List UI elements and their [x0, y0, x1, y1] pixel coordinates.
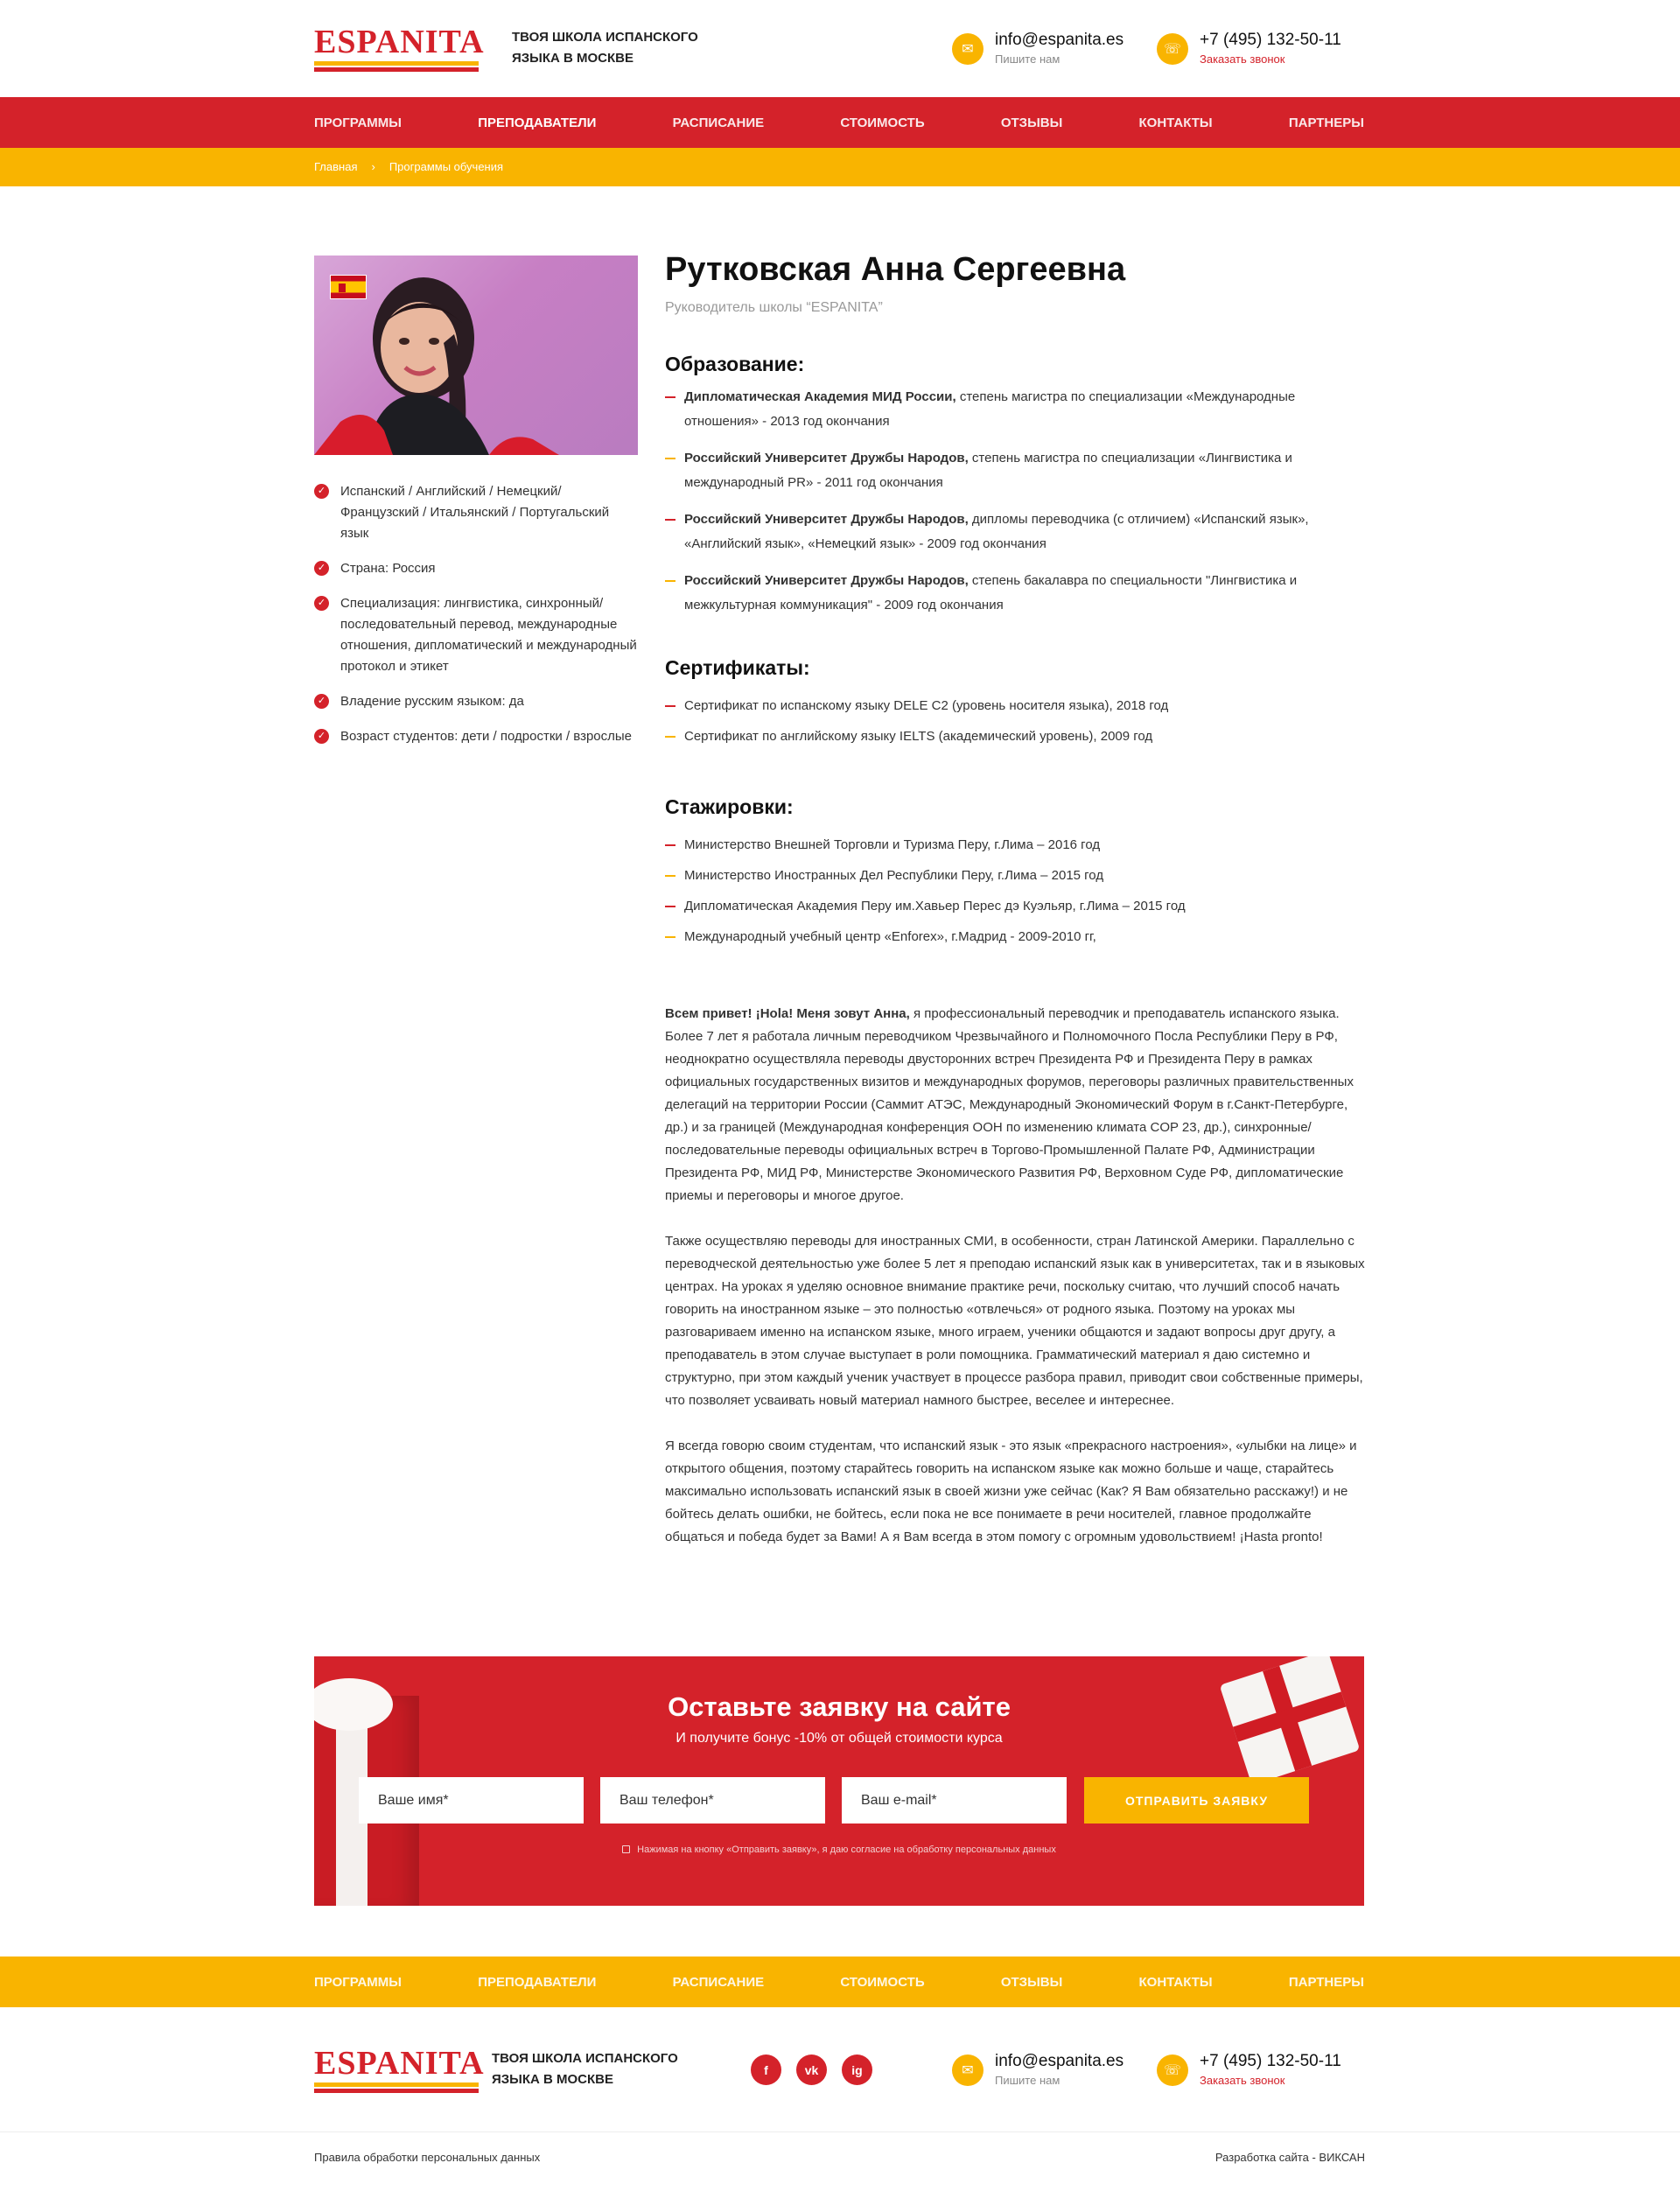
footer-nav-teachers[interactable]: ПРЕПОДАВАТЕЛИ: [478, 1974, 597, 1990]
footer-email[interactable]: ✉ info@espanita.es Пишите нам: [952, 2052, 1124, 2087]
breadcrumb: [0, 148, 1680, 186]
footer-nav: [0, 1956, 1680, 2007]
logo[interactable]: [314, 24, 485, 72]
fact-age: ✓ Возраст студентов: дети / подростки / взрослые: [314, 726, 638, 747]
nav-price[interactable]: СТОИМОСТЬ: [840, 115, 925, 130]
fact-specialization: ✓ Специализация: лингвистика, синхронный/последовательный перевод, международные отношения, дипломатический и международный протокол и этикет: [314, 593, 638, 677]
list-item: Сертификат по английскому языку IELTS (академический уровень), 2009 год: [665, 721, 1365, 752]
social-links: [751, 2054, 887, 2085]
envelope-icon: ✉: [952, 2054, 984, 2086]
chevron-right-icon: ›: [371, 160, 375, 173]
banner-subtitle: И получите бонус -10% от общей стоимости курса: [676, 1731, 1003, 1746]
developer-credit[interactable]: Разработка сайта - ВИКСАН: [1214, 2151, 1365, 2164]
lock-icon: [622, 1845, 630, 1853]
logo-text: ESPANITA: [314, 24, 485, 60]
bio-paragraph: Всем привет! ¡Hola! Меня зовут Анна, я профессиональный переводчик и преподаватель испанского языка. Более 7 лет я работала личным переводчиком Чрезвычайного и Полномочного Посла Республики Перу в РФ, неоднократно осуществляла переводы двусторонних встреч Президента РФ и Президента Перу в рамках официальных государственных визитов и международных форумов, переговоры различных правительственных делегаций на территории России (Саммит АТЭС, Международный Экономический Форум в г.Санкт-Петербурге, др.) и за границей (Международная конференция ООН по изменению климата COP 23, др.), синхронные/последовательные переводы официальных встреч в Торгово-Промышленной Палате РФ, Администрации Президента РФ, МИД РФ, Министерстве Экономического Развития РФ, Верховном Суде РФ, дипломатические приемы и переговоры и многое другое.: [665, 1006, 1354, 1203]
email-input[interactable]: [842, 1777, 1067, 1824]
list-item: Международный учебный центр «Enforex», г.Мадрид - 2009-2010 гг,: [665, 921, 1365, 952]
check-circle-icon: ✓: [314, 729, 329, 744]
bio-paragraph: Также осуществляю переводы для иностранных СМИ, в особенности, стран Латинской Америки. Параллельно с переводческой деятельностью уже более 5 лет я преподаю испанский язык как в университетах, так и в языковых центрах. На уроках я уделяю основное внимание практике речи, поскольку считаю, что лучший способ начать говорить на иностранном языке – это полностью «отвлечься» от родного языка. Поэтому на уроках мы разговариваем именно на испанском языке, много играем, ученики общаются и задают вопросы друг другу, а преподаватель в этом случае выступает в роли помощника. Грамматический материал я даю системно и структурно, при этом каждый ученик участвует в процессе разбора правил, приводит свои собственные примеры, что позволяет усваивать новый материал намного быстрее, веселее и интереснее.: [665, 1234, 1365, 1408]
list-item: Сертификат по испанскому языку DELE C2 (уровень носителя языка), 2018 год: [665, 690, 1365, 721]
phone-input[interactable]: [600, 1777, 825, 1824]
certificates-list: [665, 690, 1365, 752]
breadcrumb-current: Программы обучения: [388, 160, 504, 173]
nav-teachers[interactable]: ПРЕПОДАВАТЕЛИ: [478, 115, 597, 130]
nav-contacts[interactable]: КОНТАКТЫ: [1138, 115, 1213, 130]
header-phone[interactable]: [1157, 31, 1341, 66]
footer-nav-reviews[interactable]: ОТЗЫВЫ: [1000, 1974, 1063, 1990]
teacher-role: Руководитель школы “ESPANITA”: [665, 300, 883, 315]
education-list: [665, 385, 1365, 618]
name-input[interactable]: [359, 1777, 584, 1824]
privacy-link[interactable]: Правила обработки персональных данных: [314, 2151, 541, 2164]
phone-icon: ☏: [1157, 2054, 1188, 2086]
request-banner: [314, 1656, 1364, 1906]
check-circle-icon: ✓: [314, 596, 329, 611]
nav-reviews[interactable]: ОТЗЫВЫ: [1000, 115, 1063, 130]
footer-phone[interactable]: ☏ +7 (495) 132-50-11 Заказать звонок: [1157, 2052, 1341, 2087]
footer-nav-partners[interactable]: ПАРТНЕРЫ: [1288, 1974, 1364, 1990]
nav-schedule[interactable]: РАСПИСАНИЕ: [672, 115, 765, 130]
list-item: Российский Университет Дружбы Народов, степень магистра по специализации «Лингвистика и международный PR» - 2011 год окончания: [665, 446, 1365, 495]
list-item: Министерство Иностранных Дел Республики Перу, г.Лима – 2015 год: [665, 860, 1365, 891]
footer-nav-programs[interactable]: ПРОГРАММЫ: [314, 1974, 402, 1990]
list-item: Дипломатическая Академия Перу им.Хавьер Перес дэ Куэльяр, г.Лима – 2015 год: [665, 891, 1365, 921]
list-item: Дипломатическая Академия МИД России, степень магистра по специализации «Международные отношения» - 2013 год окончания: [665, 385, 1365, 434]
nav-partners[interactable]: ПАРТНЕРЫ: [1288, 115, 1364, 130]
tagline: ТВОЯ ШКОЛА ИСПАНСКОГО ЯЗЫКА В МОСКВЕ: [512, 30, 698, 66]
footer-tagline: ТВОЯ ШКОЛА ИСПАНСКОГО ЯЗЫКА В МОСКВЕ: [492, 2051, 678, 2087]
email-sub: Пишите нам: [995, 52, 1060, 66]
breadcrumb-home[interactable]: Главная: [314, 160, 358, 173]
footer-nav-price[interactable]: СТОИМОСТЬ: [840, 1974, 925, 1990]
check-circle-icon: ✓: [314, 561, 329, 576]
bio-paragraph: Я всегда говорю своим студентам, что испанский язык - это язык «прекрасного настроения», «улыбки на лице» и открытого общения, поэтому старайтесь говорить на испанском языке как можно больше и чаще, старайтесь максимально использовать испанский язык в своей жизни уже сейчас (Как? Я Вам обязательно расскажу!) и не бойтесь делать ошибки, не бойтесь, если пока не все понимаете в речи носителей, главное продолжайте общаться и победа будет за Вами! А я Вам всегда в этом помогу с огромным удовольствием! ¡Hasta pronto!: [665, 1438, 1357, 1544]
facebook-icon[interactable]: f: [751, 2054, 781, 2085]
check-circle-icon: ✓: [314, 484, 329, 499]
consent-text: Нажимая на кнопку «Отправить заявку», я даю согласие на обработку персональных данных: [314, 1844, 1364, 1855]
education-title: Образование:: [665, 353, 805, 375]
footer-logo[interactable]: ESPANITA: [314, 2048, 479, 2093]
teacher-photo: [314, 256, 638, 455]
callback-link[interactable]: Заказать звонок: [1200, 52, 1285, 66]
submit-button[interactable]: ОТПРАВИТЬ ЗАЯВКУ: [1084, 1777, 1309, 1824]
fact-languages: ✓ Испанский / Английский / Немецкий/ Французский / Итальянский / Португальский язык: [314, 481, 638, 544]
spain-flag-icon: [330, 275, 367, 299]
phone-number[interactable]: +7 (495) 132-50-11: [1200, 31, 1341, 49]
nav-programs[interactable]: ПРОГРАММЫ: [314, 115, 402, 130]
teacher-facts: [314, 481, 638, 761]
list-item: Российский Университет Дружбы Народов, степень бакалавра по специальности "Лингвистика и межкультурная коммуникация" - 2009 год окончания: [665, 569, 1365, 618]
check-circle-icon: ✓: [314, 694, 329, 709]
instagram-icon[interactable]: ig: [842, 2054, 872, 2085]
site-header: [0, 0, 1680, 97]
banner-title: Оставьте заявку на сайте: [668, 1691, 1011, 1722]
footer-nav-contacts[interactable]: КОНТАКТЫ: [1138, 1974, 1213, 1990]
vk-icon[interactable]: vk: [796, 2054, 827, 2085]
fact-country: ✓ Страна: Россия: [314, 558, 638, 579]
internships-title: Стажировки:: [665, 795, 794, 818]
list-item: Министерство Внешней Торговли и Туризма Перу, г.Лима – 2016 год: [665, 830, 1365, 860]
footer-nav-schedule[interactable]: РАСПИСАНИЕ: [672, 1974, 765, 1990]
teacher-content: [665, 249, 1365, 1572]
list-item: Российский Университет Дружбы Народов, дипломы переводчика (с отличием) «Испанский язык», «Английский язык», «Немецкий язык» - 2009 год окончания: [665, 508, 1365, 556]
teacher-bio: [665, 1003, 1365, 1549]
internships-list: [665, 830, 1365, 952]
header-email[interactable]: [952, 31, 1124, 66]
envelope-icon: ✉: [952, 33, 984, 65]
email-link[interactable]: info@espanita.es: [995, 31, 1124, 49]
main-nav: [0, 97, 1680, 148]
phone-icon: ☏: [1157, 33, 1188, 65]
certificates-title: Сертификаты:: [665, 656, 810, 679]
fact-russian: ✓ Владение русским языком: да: [314, 691, 638, 712]
teacher-name: Рутковская Анна Сергеевна: [665, 251, 1126, 288]
